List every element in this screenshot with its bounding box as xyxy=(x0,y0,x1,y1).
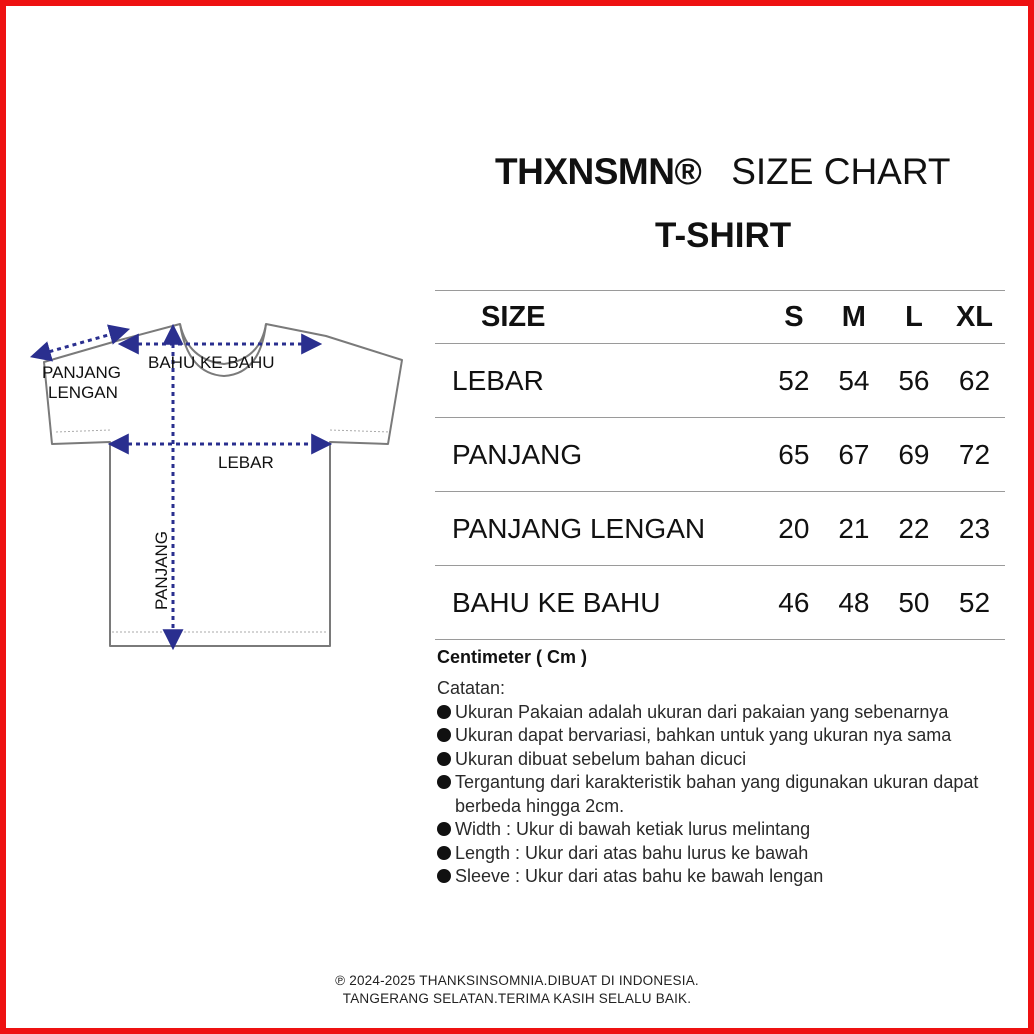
table-cell: 62 xyxy=(944,344,1005,418)
row-label: LEBAR xyxy=(435,344,764,418)
size-table xyxy=(435,290,1005,640)
width-label: LEBAR xyxy=(218,453,274,472)
table-cell: 52 xyxy=(764,344,824,418)
note-text: Ukuran Pakaian adalah ukuran dari pakaian yang sebenarnya xyxy=(455,701,949,722)
note-text: Sleeve : Ukur dari atas bahu ke bawah lengan xyxy=(455,866,824,886)
table-cell: 20 xyxy=(764,492,824,566)
table-row xyxy=(435,566,1005,640)
bullet-icon xyxy=(437,869,451,883)
size-header-row xyxy=(435,291,1005,344)
note-text: Ukuran dapat bervariasi, bahkan untuk yang ukuran nya sama xyxy=(455,725,952,745)
row-label: BAHU KE BAHU xyxy=(435,566,764,640)
size-header-label: SIZE xyxy=(435,291,764,344)
note-text: Ukuran dibuat sebelum bahan dicuci xyxy=(455,748,747,769)
size-header-m: M xyxy=(824,291,884,344)
notes-list xyxy=(437,701,1027,889)
shoulder-label: BAHU KE BAHU xyxy=(148,353,275,372)
list-item xyxy=(437,865,1027,889)
table-row xyxy=(435,344,1005,418)
table-cell: 21 xyxy=(824,492,884,566)
sleeve-label-line2: LENGAN xyxy=(48,383,118,402)
note-text: Length : Ukur dari atas bahu lurus ke bawah xyxy=(455,842,809,863)
list-item xyxy=(437,818,1027,842)
table-cell: 65 xyxy=(764,418,824,492)
brand-name: THXNSMN® xyxy=(495,151,702,192)
note-text: Tergantung dari karakteristik bahan yang digunakan ukuran dapat berbeda hingga 2cm. xyxy=(455,772,979,816)
table-cell: 54 xyxy=(824,344,884,418)
size-header-l: L xyxy=(884,291,944,344)
table-cell: 48 xyxy=(824,566,884,640)
notes-section xyxy=(437,677,1027,889)
sleeve-label-line1: PANJANG xyxy=(42,363,122,382)
footer-line-2: TANGERANG SELATAN.TERIMA KASIH SELALU BAIK. xyxy=(342,991,692,1006)
bullet-icon xyxy=(437,822,451,836)
row-label: PANJANG xyxy=(435,418,764,492)
list-item xyxy=(437,771,1005,818)
bullet-icon xyxy=(437,846,451,860)
row-label: PANJANG LENGAN xyxy=(435,492,764,566)
table-cell: 46 xyxy=(764,566,824,640)
table-cell: 52 xyxy=(944,566,1005,640)
table-row xyxy=(435,418,1005,492)
bullet-icon xyxy=(437,728,451,742)
notes-title: Catatan: xyxy=(437,678,506,698)
bullet-icon xyxy=(437,752,451,766)
chart-title: SIZE CHART xyxy=(731,151,951,192)
page-title xyxy=(495,150,951,194)
footer xyxy=(0,972,1034,1008)
note-text: Width : Ukur di bawah ketiak lurus melintang xyxy=(455,819,811,839)
tshirt-diagram xyxy=(28,318,408,654)
bullet-icon xyxy=(437,775,451,789)
list-item xyxy=(437,701,1027,725)
bullet-icon xyxy=(437,705,451,719)
unit-label: Centimeter ( Cm ) xyxy=(437,647,588,667)
table-cell: 67 xyxy=(824,418,884,492)
list-item xyxy=(437,748,1027,772)
size-header-xl: XL xyxy=(944,291,1005,344)
table-row xyxy=(435,492,1005,566)
size-header-s: S xyxy=(764,291,824,344)
table-cell: 22 xyxy=(884,492,944,566)
length-label: PANJANG xyxy=(152,530,171,610)
list-item xyxy=(437,842,1027,866)
table-cell: 23 xyxy=(944,492,1005,566)
table-cell: 69 xyxy=(884,418,944,492)
product-title: T-SHIRT xyxy=(655,216,792,255)
table-cell: 56 xyxy=(884,344,944,418)
table-cell: 72 xyxy=(944,418,1005,492)
footer-line-1: ℗ 2024-2025 THANKSINSOMNIA.DIBUAT DI INDONESIA. xyxy=(335,973,699,988)
table-cell: 50 xyxy=(884,566,944,640)
list-item xyxy=(437,724,1027,748)
